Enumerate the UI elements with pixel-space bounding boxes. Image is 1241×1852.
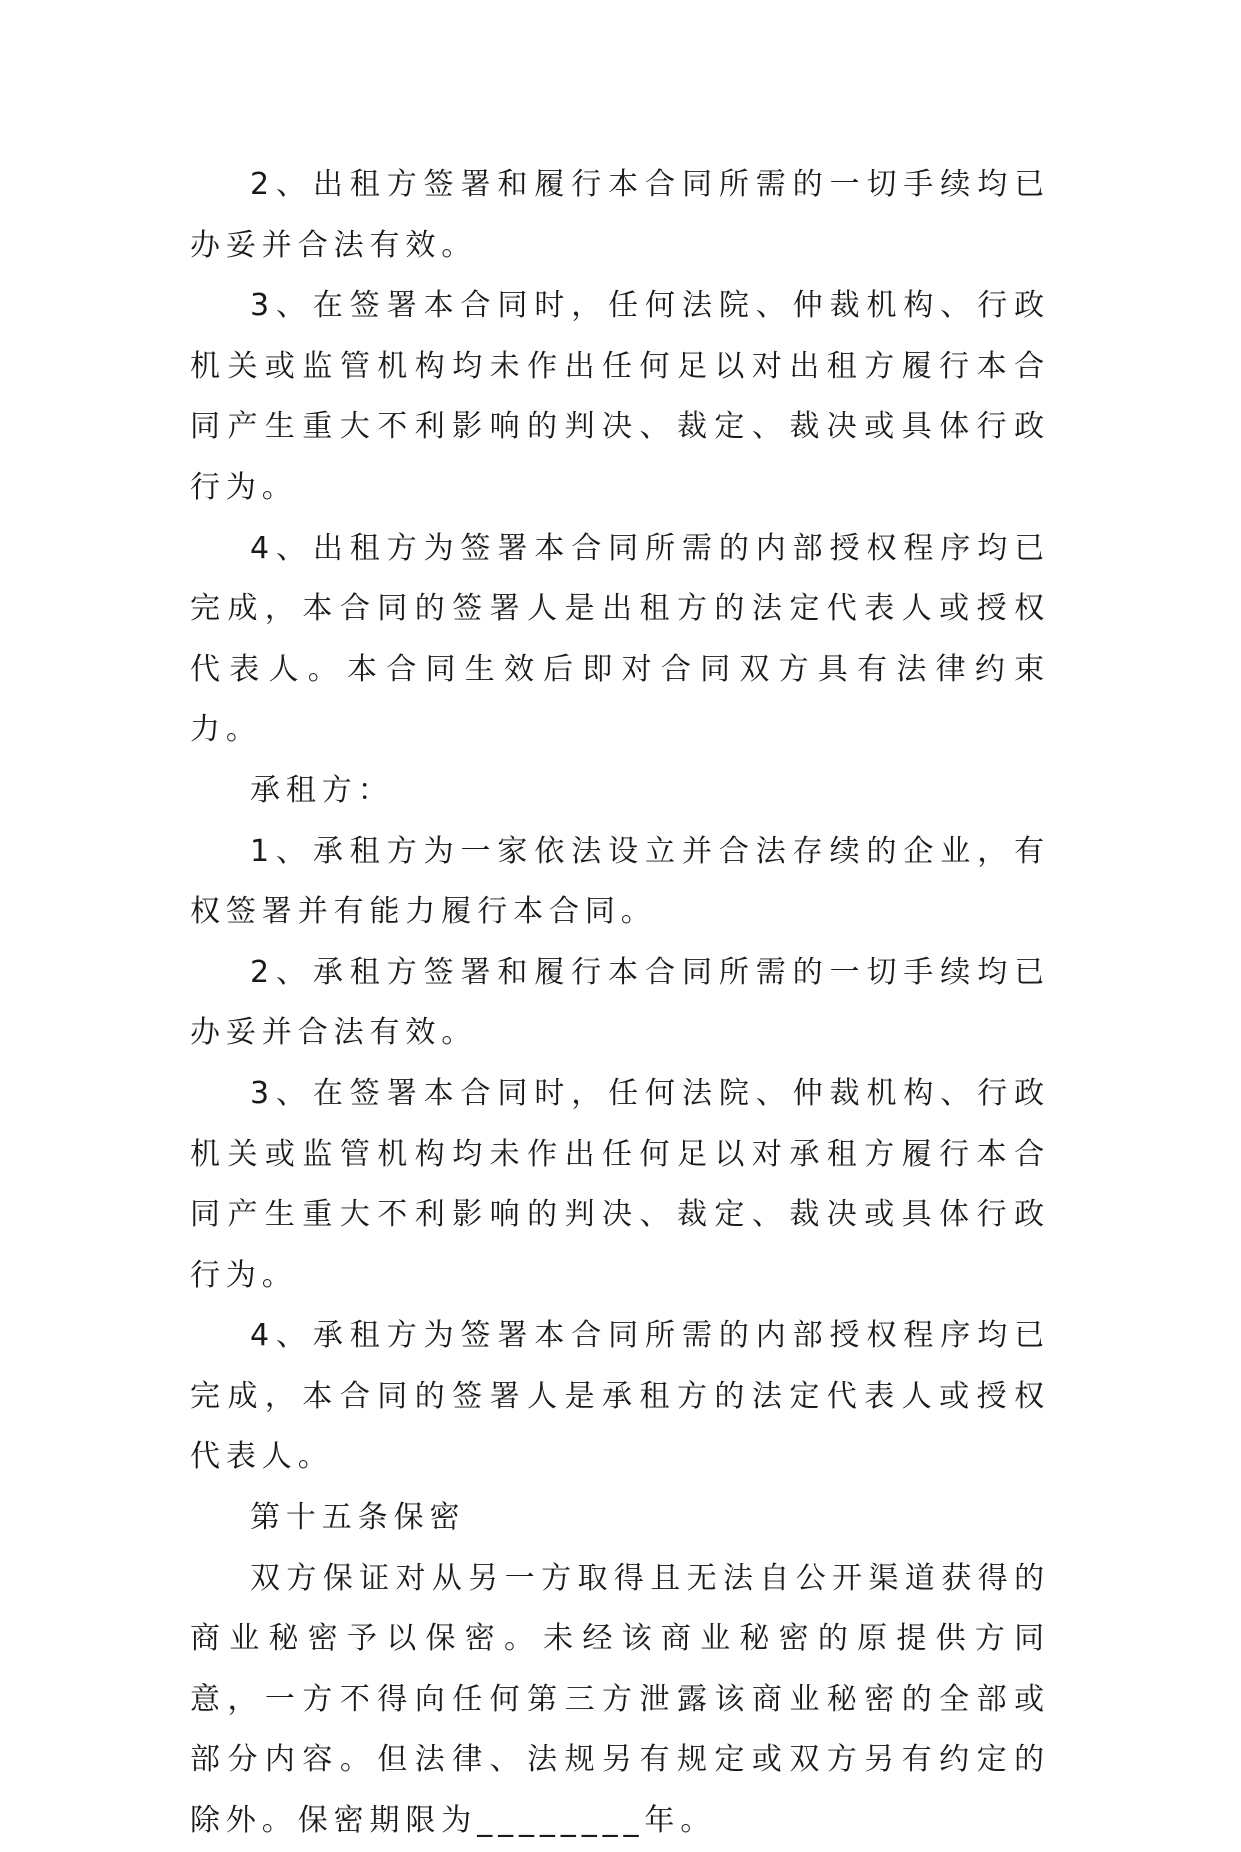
- article-15-heading: 第十五条保密: [250, 1500, 466, 1536]
- lessee-warranty-3: 3、在签署本合同时，任何法院、仲裁机构、行政机关或监管机构均未作出任何足以对承租方履行本合同产生重大不利影响的判决、裁定、裁决或具体行政行为。: [190, 1075, 1050, 1293]
- confidentiality-clause: 双方保证对从另一方取得且无法自公开渠道获得的商业秘密予以保密。未经该商业秘密的原提供方同意，一方不得向任何第三方泄露该商业秘密的全部或部分内容。但法律、法规另有规定或双方另有约定的除外。保密期限为________年。: [190, 1560, 1050, 1839]
- document-body: [190, 155, 1050, 1852]
- lessor-warranty-3: 3、在签署本合同时，任何法院、仲裁机构、行政机关或监管机构均未作出任何足以对出租方履行本合同产生重大不利影响的判决、裁定、裁决或具体行政行为。: [190, 288, 1050, 505]
- lessor-warranty-2: 2、出租方签署和履行本合同所需的一切手续均已办妥并合法有效。: [190, 167, 1050, 263]
- lessee-heading: 承租方：: [250, 772, 394, 808]
- lessor-warranty-4: 4、出租方为签署本合同所需的内部授权程序均已完成，本合同的签署人是出租方的法定代表人或授权代表人。本合同生效后即对合同双方具有法律约束力。: [190, 530, 1050, 748]
- lessee-warranty-4: 4、承租方为签署本合同所需的内部授权程序均已完成，本合同的签署人是承租方的法定代表人或授权代表人。: [190, 1318, 1050, 1475]
- lessee-warranty-1: 1、承租方为一家依法设立并合法存续的企业，有权签署并有能力履行本合同。: [190, 833, 1050, 930]
- lessee-warranty-2: 2、承租方签署和履行本合同所需的一切手续均已办妥并合法有效。: [190, 954, 1050, 1051]
